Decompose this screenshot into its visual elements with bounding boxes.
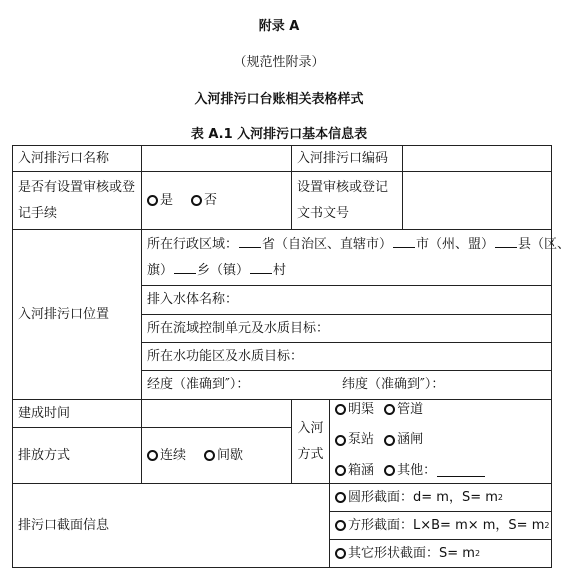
discharge-options-cell bbox=[142, 428, 292, 484]
town-label: 乡（镇） bbox=[197, 262, 250, 278]
continuous-label: 连续 bbox=[160, 447, 187, 463]
approval-options-cell bbox=[142, 172, 292, 230]
radio-icon bbox=[335, 465, 346, 476]
build-time-label-cell bbox=[12, 400, 142, 428]
radio-icon bbox=[335, 404, 346, 415]
circle-section-cell bbox=[330, 484, 552, 512]
function-zone-label: 所在水功能区及水质目标： bbox=[147, 348, 304, 364]
appendix-nature: （规范性附录） bbox=[233, 55, 325, 70]
discharge-mode-label-cell bbox=[12, 428, 142, 484]
intermittent-option[interactable] bbox=[204, 443, 243, 469]
build-time-value-cell[interactable] bbox=[142, 400, 292, 428]
radio-icon bbox=[335, 492, 346, 503]
square-sq-sup: 2 bbox=[544, 520, 550, 530]
irregular-sq-sup: 2 bbox=[474, 548, 481, 558]
doc-label-line1: 设置审核或登记 bbox=[297, 179, 389, 195]
document-title: 入河排污口台账相关表格样式 bbox=[194, 92, 364, 107]
irregular-section-option[interactable] bbox=[335, 541, 480, 567]
discharge-mode-label: 排放方式 bbox=[18, 447, 71, 463]
water-body-label: 排入水体名称： bbox=[147, 292, 239, 307]
region-cell bbox=[142, 230, 570, 286]
code-label: 入河排污口编码 bbox=[297, 150, 389, 166]
code-value-cell[interactable] bbox=[403, 145, 552, 172]
region-prefix: 所在行政区域： bbox=[147, 236, 239, 252]
pump-station-option[interactable] bbox=[335, 426, 374, 454]
entry-options-cell bbox=[330, 400, 552, 484]
intermittent-label: 间歇 bbox=[217, 447, 244, 463]
section-label-cell bbox=[12, 484, 330, 568]
radio-icon bbox=[147, 195, 158, 206]
yes-option[interactable] bbox=[147, 188, 173, 214]
county-blank[interactable] bbox=[495, 235, 517, 248]
radio-icon bbox=[204, 450, 215, 461]
doc-label-line2: 文书文号 bbox=[297, 205, 350, 221]
circle-sq-sup: 2 bbox=[497, 492, 503, 502]
village-label: 村 bbox=[273, 262, 287, 278]
culvert-gate-label: 涵闸 bbox=[397, 432, 424, 448]
table-caption: 表 A.1 入河排污口基本信息表 bbox=[190, 127, 368, 142]
radio-icon bbox=[191, 195, 202, 206]
radio-icon bbox=[384, 465, 395, 476]
box-culvert-option[interactable] bbox=[335, 457, 374, 485]
basin-unit-cell[interactable] bbox=[142, 315, 552, 343]
no-label: 否 bbox=[204, 192, 218, 208]
latitude-label: 纬度（准确到″）： bbox=[342, 377, 445, 392]
pipe-label: 管道 bbox=[397, 401, 424, 417]
pipe-option[interactable] bbox=[384, 396, 423, 424]
province-label: 省（自治区、直辖市） bbox=[262, 236, 393, 252]
city-label: 市（州、盟） bbox=[416, 236, 495, 252]
village-blank[interactable] bbox=[250, 261, 272, 274]
water-body-cell[interactable] bbox=[142, 286, 552, 315]
county-label: 县（区、 bbox=[518, 236, 570, 252]
other-label: 其他： bbox=[397, 462, 437, 478]
city-blank[interactable] bbox=[393, 235, 415, 248]
appendix-heading: 附录 A bbox=[258, 19, 300, 34]
circle-section-label: 圆形截面：d= m，S= m bbox=[348, 489, 498, 505]
continuous-option[interactable] bbox=[147, 443, 186, 469]
open-channel-option[interactable] bbox=[335, 396, 374, 424]
location-label-cell bbox=[12, 230, 142, 400]
box-culvert-label: 箱涵 bbox=[348, 462, 375, 478]
other-blank[interactable] bbox=[437, 464, 485, 477]
no-option[interactable] bbox=[191, 188, 217, 214]
basin-unit-label: 所在流域控制单元及水质目标： bbox=[147, 320, 330, 336]
region-line2 bbox=[147, 258, 286, 284]
approval-label-line2: 记手续 bbox=[18, 205, 58, 221]
doc-value-cell[interactable] bbox=[403, 172, 552, 230]
square-section-label: 方形截面：L×B= m× m，S= m bbox=[348, 517, 545, 533]
region-line1 bbox=[147, 232, 570, 258]
circle-section-option[interactable] bbox=[335, 485, 503, 511]
other-option[interactable] bbox=[384, 457, 486, 485]
entry-mode-line2: 方式 bbox=[297, 446, 324, 462]
radio-icon bbox=[147, 450, 158, 461]
radio-icon bbox=[335, 520, 346, 531]
banner-label: 旗） bbox=[147, 262, 174, 278]
approval-label-line1: 是否有设置审核或登 bbox=[18, 179, 136, 195]
pump-station-label: 泵站 bbox=[348, 432, 375, 448]
square-section-cell bbox=[330, 512, 552, 540]
radio-icon bbox=[335, 548, 346, 559]
irregular-section-label: 其它形状截面：S= m bbox=[348, 545, 475, 561]
name-value-cell[interactable] bbox=[142, 145, 292, 172]
approval-label-cell bbox=[12, 172, 142, 230]
name-label: 入河排污口名称 bbox=[18, 150, 110, 166]
yes-label: 是 bbox=[160, 192, 174, 208]
entry-mode-line1: 入河 bbox=[297, 420, 324, 436]
section-label: 排污口截面信息 bbox=[18, 517, 110, 533]
town-blank[interactable] bbox=[174, 261, 196, 274]
longitude-label: 经度（准确到″）： bbox=[147, 377, 250, 392]
square-section-option[interactable] bbox=[335, 513, 549, 539]
doc-label-cell bbox=[292, 172, 403, 230]
province-blank[interactable] bbox=[239, 235, 261, 248]
entry-mode-label-cell bbox=[292, 400, 330, 484]
radio-icon bbox=[384, 435, 395, 446]
culvert-gate-option[interactable] bbox=[384, 426, 423, 454]
radio-icon bbox=[384, 404, 395, 415]
irregular-section-cell bbox=[330, 540, 552, 568]
radio-icon bbox=[335, 435, 346, 446]
name-label-cell bbox=[12, 145, 142, 172]
open-channel-label: 明渠 bbox=[348, 401, 375, 417]
location-label: 入河排污口位置 bbox=[18, 306, 110, 322]
code-label-cell bbox=[292, 145, 403, 172]
function-zone-cell[interactable] bbox=[142, 343, 552, 371]
build-time-label: 建成时间 bbox=[18, 405, 71, 421]
